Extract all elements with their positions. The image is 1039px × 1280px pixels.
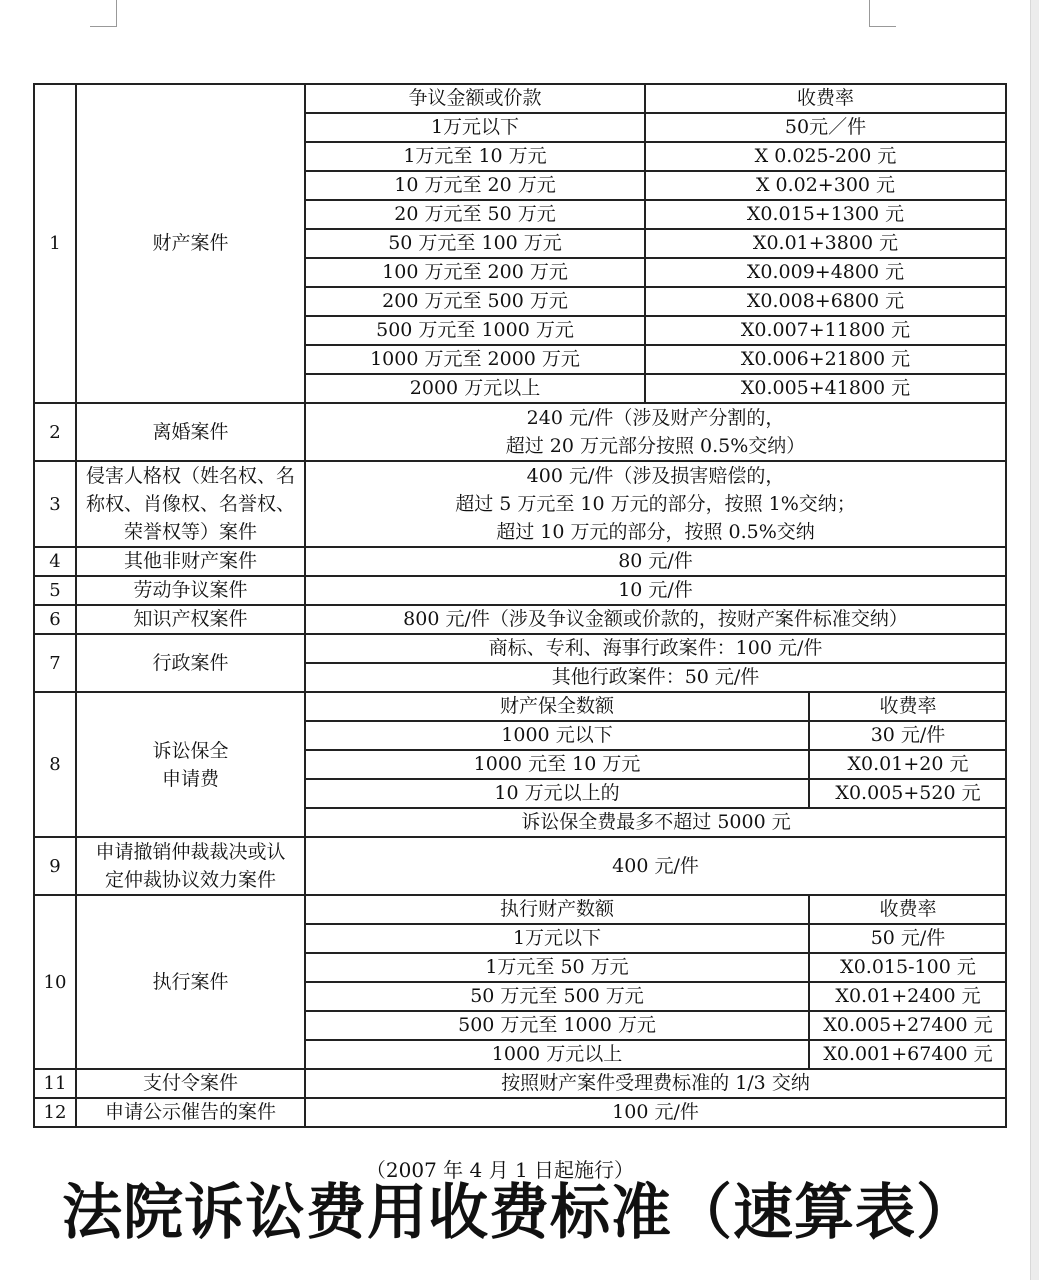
- rate-cell: X0.015-100 元: [809, 953, 1006, 982]
- table-row: [306, 982, 1006, 1011]
- row-number: 12: [34, 1098, 76, 1127]
- case-type: 财产案件: [76, 84, 305, 403]
- range-cell: 1000 万元至 2000 万元: [305, 345, 645, 374]
- row-number: 1: [34, 84, 76, 403]
- rate-cell: X0.005+520 元: [809, 779, 1006, 808]
- case-type: 离婚案件: [76, 403, 305, 461]
- fee-cell: 其他行政案件：50 元/件: [305, 663, 1006, 692]
- case-type: [76, 461, 305, 547]
- range-cell: 1万元以下: [306, 924, 809, 953]
- rate-cell: X0.001+67400 元: [809, 1040, 1006, 1068]
- crop-mark-right-h: [869, 26, 896, 27]
- range-cell: 20 万元至 50 万元: [305, 200, 645, 229]
- effective-date-note: （2007 年 4 月 1 日起施行）: [365, 1158, 635, 1182]
- case-type: 知识产权案件: [76, 605, 305, 634]
- column-header: 收费率: [809, 693, 1006, 721]
- column-header: 争议金额或价款: [305, 84, 645, 113]
- rate-cell: X0.007+11800 元: [645, 316, 1006, 345]
- case-type-line: 申请费: [161, 767, 219, 790]
- case-type-line: 侵害人格权（姓名权、名: [85, 465, 295, 487]
- vertical-scrollbar[interactable]: [1030, 0, 1039, 1280]
- table-row: [306, 896, 1006, 924]
- rate-cell: 30 元/件: [809, 721, 1006, 750]
- rate-cell: 50元／件: [645, 113, 1006, 142]
- range-cell: 1万元以下: [305, 113, 645, 142]
- range-cell: 100 万元至 200 万元: [305, 258, 645, 287]
- table-row: [34, 84, 1006, 113]
- execution-subtable-cell: [305, 895, 1006, 1069]
- table-row: [34, 403, 1006, 461]
- rate-cell: X0.005+41800 元: [645, 374, 1006, 403]
- range-cell: 50 万元至 100 万元: [305, 229, 645, 258]
- table-row: [306, 924, 1006, 953]
- fee-cell: 800 元/件（涉及争议金额或价款的，按财产案件标准交纳）: [305, 605, 1006, 634]
- range-cell: 1万元至 10 万元: [305, 142, 645, 171]
- fee-line: 240 元/件（涉及财产分割的，: [526, 407, 785, 429]
- fee-cell: 10 元/件: [305, 576, 1006, 605]
- row-number: 6: [34, 605, 76, 634]
- crop-mark-left-h: [90, 26, 117, 27]
- table-row: [34, 1069, 1006, 1098]
- range-cell: 500 万元至 1000 万元: [306, 1011, 809, 1040]
- page-title: 法院诉讼费用收费标准（速算表）: [62, 1178, 977, 1248]
- column-header: 财产保全数额: [306, 693, 809, 721]
- rate-cell: X 0.025-200 元: [645, 142, 1006, 171]
- preservation-subtable: [306, 693, 1006, 836]
- column-header: 收费率: [645, 84, 1006, 113]
- rate-cell: X0.01+3800 元: [645, 229, 1006, 258]
- table-row: [306, 693, 1006, 721]
- row-number: 3: [34, 461, 76, 547]
- range-cell: 200 万元至 500 万元: [305, 287, 645, 316]
- table-row: [306, 808, 1006, 836]
- case-type-line: 申请撤销仲裁裁决或认: [95, 841, 286, 863]
- case-type-line: 定仲裁协议效力案件: [104, 869, 276, 891]
- range-cell: 1万元至 50 万元: [306, 953, 809, 982]
- rate-cell: X0.015+1300 元: [645, 200, 1006, 229]
- case-type: 行政案件: [76, 634, 305, 692]
- case-type: 申请公示催告的案件: [76, 1098, 305, 1127]
- rate-cell: X0.009+4800 元: [645, 258, 1006, 287]
- case-type: [76, 692, 305, 837]
- crop-mark-left: [116, 0, 117, 26]
- case-type: 支付令案件: [76, 1069, 305, 1098]
- execution-subtable: [306, 896, 1006, 1068]
- table-row: [34, 605, 1006, 634]
- fee-cell: 100 元/件: [305, 1098, 1006, 1127]
- table-row: [34, 576, 1006, 605]
- row-number: 9: [34, 837, 76, 895]
- fee-line: 超过 10 万元的部分，按照 0.5%交纳: [496, 521, 815, 543]
- range-cell: 2000 万元以上: [305, 374, 645, 403]
- table-row: [306, 721, 1006, 750]
- fee-cell: 80 元/件: [305, 547, 1006, 576]
- table-row: [34, 1098, 1006, 1127]
- table-row: [306, 750, 1006, 779]
- table-row: [306, 1011, 1006, 1040]
- table-row: [34, 547, 1006, 576]
- fee-cell: 按照财产案件受理费标准的 1/3 交纳: [305, 1069, 1006, 1098]
- preservation-subtable-cell: [305, 692, 1006, 837]
- table-row: [306, 779, 1006, 808]
- rate-cell: X0.01+20 元: [809, 750, 1006, 779]
- fee-line: 超过 5 万元至 10 万元的部分，按照 1%交纳；: [455, 493, 856, 515]
- fee-line: 400 元/件（涉及损害赔偿的，: [526, 465, 785, 487]
- table-row: [306, 1040, 1006, 1068]
- range-cell: 10 万元以上的: [306, 779, 809, 808]
- range-cell: 10 万元至 20 万元: [305, 171, 645, 200]
- row-number: 11: [34, 1069, 76, 1098]
- fee-cell: [305, 403, 1006, 461]
- row-number: 4: [34, 547, 76, 576]
- row-number: 2: [34, 403, 76, 461]
- rate-cell: 50 元/件: [809, 924, 1006, 953]
- column-header: 执行财产数额: [306, 896, 809, 924]
- range-cell: 1000 元至 10 万元: [306, 750, 809, 779]
- column-header: 收费率: [809, 896, 1006, 924]
- case-type: 劳动争议案件: [76, 576, 305, 605]
- case-type-line: 称权、肖像权、名誉权、: [85, 493, 295, 515]
- note-cell: 诉讼保全费最多不超过 5000 元: [521, 811, 791, 833]
- crop-mark-right: [869, 0, 870, 26]
- table-row: [34, 692, 1006, 837]
- table-row: [34, 634, 1006, 663]
- rate-cell: X0.005+27400 元: [809, 1011, 1006, 1040]
- fee-table: [33, 83, 1007, 1128]
- table-row: [34, 837, 1006, 895]
- rate-cell: X 0.02+300 元: [645, 171, 1006, 200]
- table-row: [306, 953, 1006, 982]
- rate-cell: X0.01+2400 元: [809, 982, 1006, 1011]
- row-number: 5: [34, 576, 76, 605]
- table-row: [34, 895, 1006, 1069]
- range-cell: 500 万元至 1000 万元: [305, 316, 645, 345]
- range-cell: 1000 万元以上: [491, 1043, 623, 1065]
- case-type-line: 荣誉权等）案件: [123, 521, 257, 543]
- row-number: 10: [34, 895, 76, 1069]
- fee-line: 超过 20 万元部分按照 0.5%交纳）: [505, 435, 806, 457]
- fee-cell: 商标、专利、海事行政案件：100 元/件: [305, 634, 1006, 663]
- rate-cell: X0.006+21800 元: [645, 345, 1006, 374]
- range-cell: 1000 元以下: [306, 721, 809, 750]
- row-number: 8: [34, 692, 76, 837]
- case-type: 执行案件: [76, 895, 305, 1069]
- table-row: [34, 461, 1006, 547]
- case-type: 其他非财产案件: [76, 547, 305, 576]
- case-type-line: 诉讼保全: [152, 739, 229, 762]
- fee-cell: [305, 461, 1006, 547]
- case-type: [76, 837, 305, 895]
- rate-cell: X0.008+6800 元: [645, 287, 1006, 316]
- fee-cell: 400 元/件: [305, 837, 1006, 895]
- row-number: 7: [34, 634, 76, 692]
- range-cell: 50 万元至 500 万元: [306, 982, 809, 1011]
